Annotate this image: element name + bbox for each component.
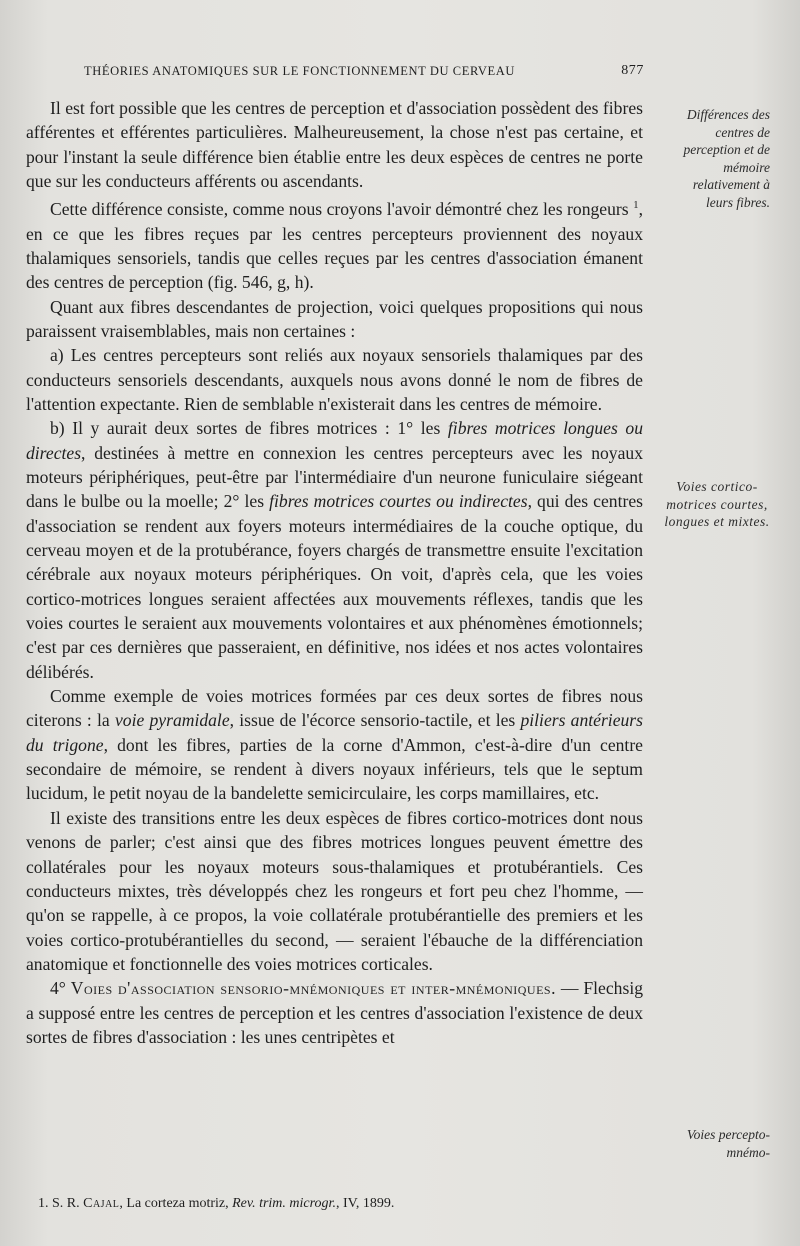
footnote-text: , IV, 1899. [335,1196,395,1211]
paragraph [26,806,643,976]
page-number: 877 [621,63,644,78]
margin-note-voies-motrices: Voies cortico-motrices courtes, longues et mixtes. [664,479,770,529]
footnote-ref[interactable]: 1 [633,199,639,212]
paragraph [26,684,643,806]
paragraph-text: Il existe des transitions entre les deux espèces de fibres cortico-motrices dont nous venons de parler; c'est ainsi que des fibres motrices longues peuvent émettre des collatérales pour les noyaux moteurs sous-thalamiques et protubérantiels. Ces conducteurs mixtes, très développés chez les rongeurs et fort peu chez l'homme, — qu'on se rappelle, à ce propos, la voie collatérale protubérantielle des premiers et les voies cortico-protubérantielles du second, — seraient l'ébauche de la différenciation anatomique et fonctionnelle des voies motrices corticales. [26,807,643,974]
paragraph [26,295,643,344]
emphasis: piliers antérieurs du trigone [26,710,643,755]
footnote-text: , La corteza motriz, [119,1196,233,1211]
paragraph-text: , en ce que les fibres reçues par les centres percepteurs proviennent des noyaux thalamiques sensoriels, tandis que celles reçues par les centres d'association émanent des centres de perception (fig. 546, g, h). [26,199,643,293]
paragraph-text: b) Il y aurait deux sortes de fibres motrices : 1° les [50,418,448,439]
margin-note-fibres: Différences des centres de perception et de mémoire relativement à leurs fibres. [683,107,770,210]
main-text [26,96,643,1049]
paragraph-text: Cette différence consiste, comme nous croyons l'avoir démontré chez les rongeurs [50,199,634,220]
footnote [38,1196,638,1212]
emphasis: fibres motrices courtes ou indirectes [269,491,528,512]
emphasis: fibres motrices longues ou directes [26,418,643,463]
paragraph-text: — Flechsig a supposé entre les centres de perception et les centres d'association l'existence de deux sortes de fibres d'association : les unes centripètes et [26,978,644,1047]
footnote-journal: Rev. trim. microgr. [232,1196,336,1211]
section-number: 4° [50,978,66,999]
paragraph-text: a) Les centres percepteurs sont reliés aux noyaux sensoriels thalamiques par des conducteurs sensoriels descendants, auxquels nous avons donné le nom de fibres de l'attention expectante. Rien de semblable n'existerait dans les centres de mémoire. [26,345,643,414]
margin-note-voies-percepto: Voies percepto-mnémo- [686,1127,770,1160]
paragraph [26,193,643,294]
emphasis: voie pyramidale [114,710,230,731]
paragraph-text: , issue de l'écorce sensorio-tactile, et les [229,710,521,731]
header-title: THÉORIES ANATOMIQUES SUR LE FONCTIONNEMENT DU CERVEAU [84,64,516,78]
paragraph-text: Comme exemple de voies motrices formées par ces deux sortes de fibres nous citerons : la [26,686,643,731]
footnote-author: Cajal [83,1196,120,1211]
paragraph-text: , destinées à mettre en connexion les centres percepteurs avec les noyaux moteurs périphériques, peut-être par l'intermédiaire d'un neurone funiculaire siégeant dans le bulbe ou la moelle; 2° les [26,442,643,512]
footnote-text: 1. S. R. [38,1196,84,1211]
section-heading: Voies d'association sensorio-mnémoniques et inter-mnémoniques. [70,978,556,999]
paragraph-text: Quant aux fibres descendantes de projection, voici quelques propositions qui nous paraissent vraisemblables, mais non certaines : [26,296,643,341]
paragraph-text: Il est fort possible que les centres de perception et d'association possèdent des fibres afférentes et efférentes particulières. Malheureusement, la chose n'est pas certaine, et pour l'instant la seule différence bien établie entre les deux espèces de centres ne porte que sur les conducteurs afférents ou ascendants. [26,98,643,192]
paragraph-text: , qui des centres d'association se rendent aux foyers moteurs intermédiaires de la couche optique, du cerveau moyen et de la protubérance, foyers chargés de transmettre ensuite l'excitation cérébrale aux noyaux moteurs périphériques. On voit, d'après cela, que les voies cortico-motrices longues seraient affectées aux mouvements réflexes, tandis que les voies courtes le seraient aux mouvements volontaires et aux phénomènes émotionnels; c'est par ces dernières que passeraient, en définitive, nos idées et nos actes volontaires délibérés. [26,491,643,682]
paragraph [26,976,643,1049]
paragraph [26,343,643,416]
paragraph-text: , dont les fibres, parties de la corne d'Ammon, c'est-à-dire d'un centre secondaire de mémoire, se rendent à divers noyaux inférieurs, tels que le septum lucidum, le petit noyau de la bandelette semicirculaire, les corps mamillaires, etc. [26,734,643,804]
paragraph [26,96,643,193]
paragraph [26,416,643,684]
